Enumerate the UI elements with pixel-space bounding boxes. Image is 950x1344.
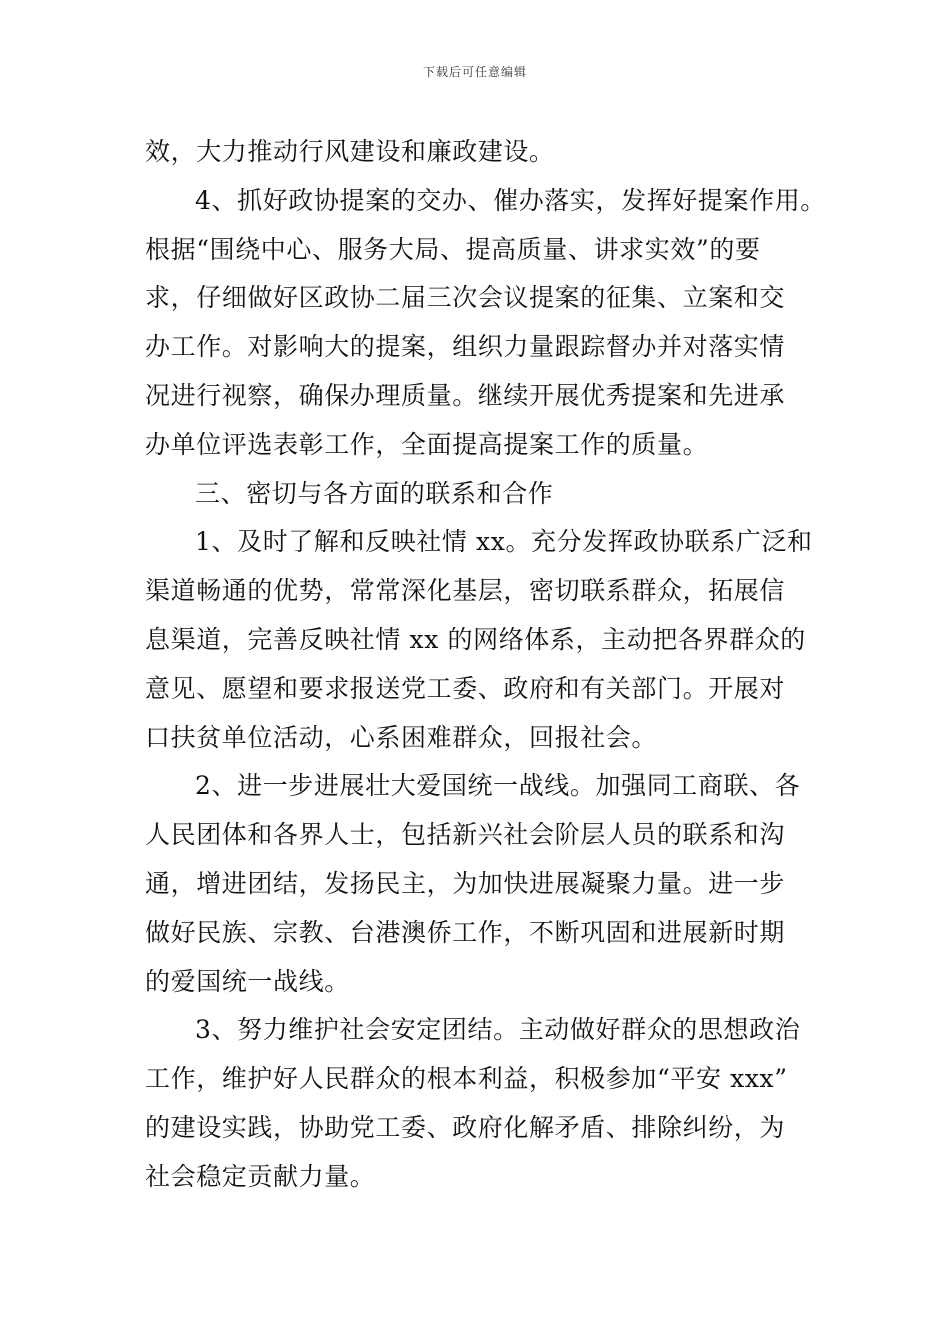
paragraph-start-line: 4、抓好政协提案的交办、催办落实，发挥好提案作用。: [195, 185, 826, 215]
text-line: 社会稳定贡献力量。: [145, 1161, 376, 1191]
paragraph-start-line: 3、努力维护社会安定团结。主动做好群众的思想政治: [195, 1015, 801, 1045]
text-line: 口扶贫单位活动，心系困难群众，回报社会。: [145, 722, 658, 752]
section-heading: 三、密切与各方面的联系和合作: [195, 478, 554, 508]
text-line: 的建设实践，协助党工委、政府化解矛盾、排除纠纷，为: [145, 1112, 786, 1142]
document-body: [145, 128, 826, 1202]
text-line: 求，仔细做好区政协二届三次会议提案的征集、立案和交: [145, 283, 786, 313]
text-line: 根据“围绕中心、服务大局、提高质量、讲求实效”的要: [145, 234, 761, 264]
text-line: 的爱国统一战线。: [145, 966, 350, 996]
text-line: 息渠道，完善反映社情 xx 的网络体系，主动把各界群众的: [145, 624, 806, 654]
text-line: 办工作。对影响大的提案，组织力量跟踪督办并对落实情: [145, 332, 786, 362]
text-line: 人民团体和各界人士，包括新兴社会阶层人员的联系和沟: [145, 820, 786, 850]
text-line: 意见、愿望和要求报送党工委、政府和有关部门。开展对: [145, 673, 786, 703]
text-line: 通，增进团结，发扬民主，为加快进展凝聚力量。进一步: [145, 868, 786, 898]
paragraph-start-line: 1、及时了解和反映社情 xx。充分发挥政协联系广泛和: [195, 527, 813, 557]
paragraph-start-line: 2、进一步进展壮大爱国统一战线。加强同工商联、各: [195, 771, 801, 801]
header-note: 下载后可任意编辑: [422, 65, 527, 79]
text-line: 况进行视察，确保办理质量。继续开展优秀提案和先进承: [145, 380, 786, 410]
text-line: 渠道畅通的优势，常常深化基层，密切联系群众，拓展信: [145, 576, 786, 606]
text-line: 工作，维护好人民群众的根本利益，积极参加“平安 xxx”: [145, 1064, 788, 1094]
text-line: 效，大力推动行风建设和廉政建设。: [145, 137, 555, 166]
text-line: 办单位评选表彰工作，全面提高提案工作的质量。: [145, 429, 709, 459]
text-line: 做好民族、宗教、台港澳侨工作，不断巩固和进展新时期: [145, 917, 786, 947]
